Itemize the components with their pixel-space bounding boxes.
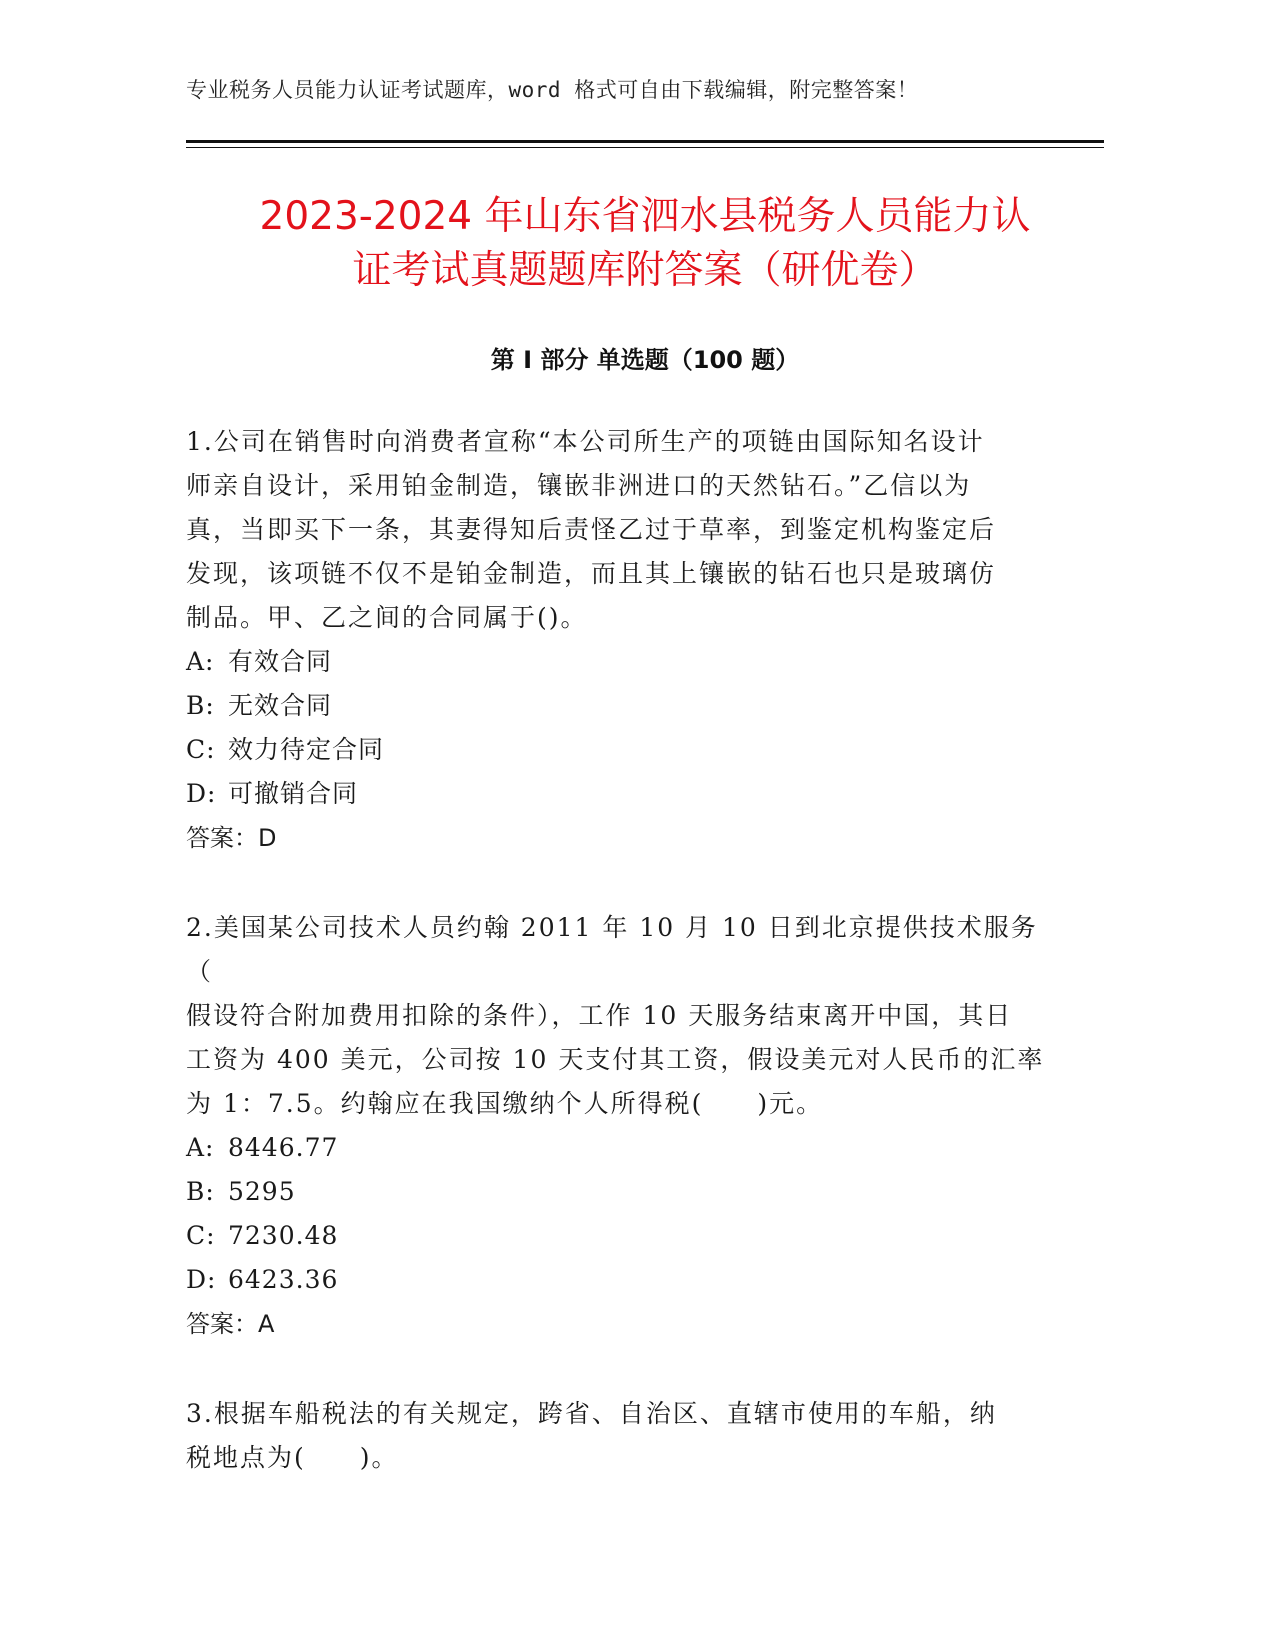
header-rule-thin (186, 147, 1104, 148)
stem-line: 为 1：7.5。约翰应在我国缴纳个人所得税( )元。 (186, 1089, 824, 1118)
option-text: 无效合同 (228, 691, 333, 720)
stem-line: 1.公司在销售时向消费者宣称“本公司所生产的项链由国际知名设计 (186, 427, 985, 456)
section-title: 第 I 部分 单选题（100 题） (490, 346, 800, 374)
option-text: 可撤销合同 (228, 779, 359, 808)
option-c (186, 1214, 1046, 1258)
option-text: 8446.77 (228, 1133, 339, 1162)
answer: 答案：A (186, 1310, 275, 1338)
stem-line: 工资为 400 美元，公司按 10 天支付其工资，假设美元对人民币的汇率 (186, 1045, 1045, 1074)
option-letter: C: (186, 735, 216, 764)
option-b (186, 1170, 1046, 1214)
stem-line: 制品。甲、乙之间的合同属于()。 (186, 603, 588, 632)
option-letter: B: (186, 1177, 215, 1206)
option-c (186, 728, 1046, 772)
option-letter: A: (186, 1133, 215, 1162)
question-stem (186, 420, 1046, 640)
header-rule-thick (186, 140, 1104, 143)
stem-line: 师亲自设计，采用铂金制造，镶嵌非洲进口的天然钻石。”乙信以为 (186, 471, 972, 500)
option-letter: C: (186, 1221, 216, 1250)
option-text: 6423.36 (228, 1265, 339, 1294)
stem-line: 2.美国某公司技术人员约翰 2011 年 10 月 10 日到北京提供技术服务（ (186, 913, 1038, 986)
option-text: 5295 (228, 1177, 296, 1206)
option-a (186, 1126, 1046, 1170)
question-stem (186, 906, 1046, 1126)
document-title (186, 190, 1104, 298)
option-b (186, 684, 1046, 728)
stem-line: 发现，该项链不仅不是铂金制造，而且其上镶嵌的钻石也只是玻璃仿 (186, 559, 997, 588)
question-list (186, 420, 1046, 1526)
question-1 (186, 420, 1046, 860)
answer: 答案：D (186, 824, 277, 852)
option-letter: B: (186, 691, 215, 720)
option-text: 7230.48 (228, 1221, 339, 1250)
option-letter: A: (186, 647, 215, 676)
stem-line: 假设符合附加费用扣除的条件），工作 10 天服务结束离开中国，其日 (186, 1001, 1013, 1030)
question-3 (186, 1392, 1046, 1480)
question-stem (186, 1392, 1046, 1480)
stem-line: 3.根据车船税法的有关规定，跨省、自治区、直辖市使用的车船，纳 (186, 1399, 997, 1428)
stem-line: 税地点为( )。 (186, 1443, 399, 1472)
option-text: 效力待定合同 (228, 735, 385, 764)
header-note: 专业税务人员能力认证考试题库，word 格式可自由下载编辑，附完整答案！ (186, 78, 919, 102)
option-text: 有效合同 (228, 647, 333, 676)
option-letter: D: (186, 779, 217, 808)
question-2 (186, 906, 1046, 1346)
option-a (186, 640, 1046, 684)
option-letter: D: (186, 1265, 217, 1294)
document-title-line1: 2023-2024 年山东省泗水县税务人员能力认 (259, 194, 1031, 239)
option-d (186, 772, 1046, 816)
option-d (186, 1258, 1046, 1302)
document-title-line2: 证考试真题题库附答案（研优卷） (352, 248, 938, 293)
stem-line: 真，当即买下一条，其妻得知后责怪乙过于草率，到鉴定机构鉴定后 (186, 515, 997, 544)
